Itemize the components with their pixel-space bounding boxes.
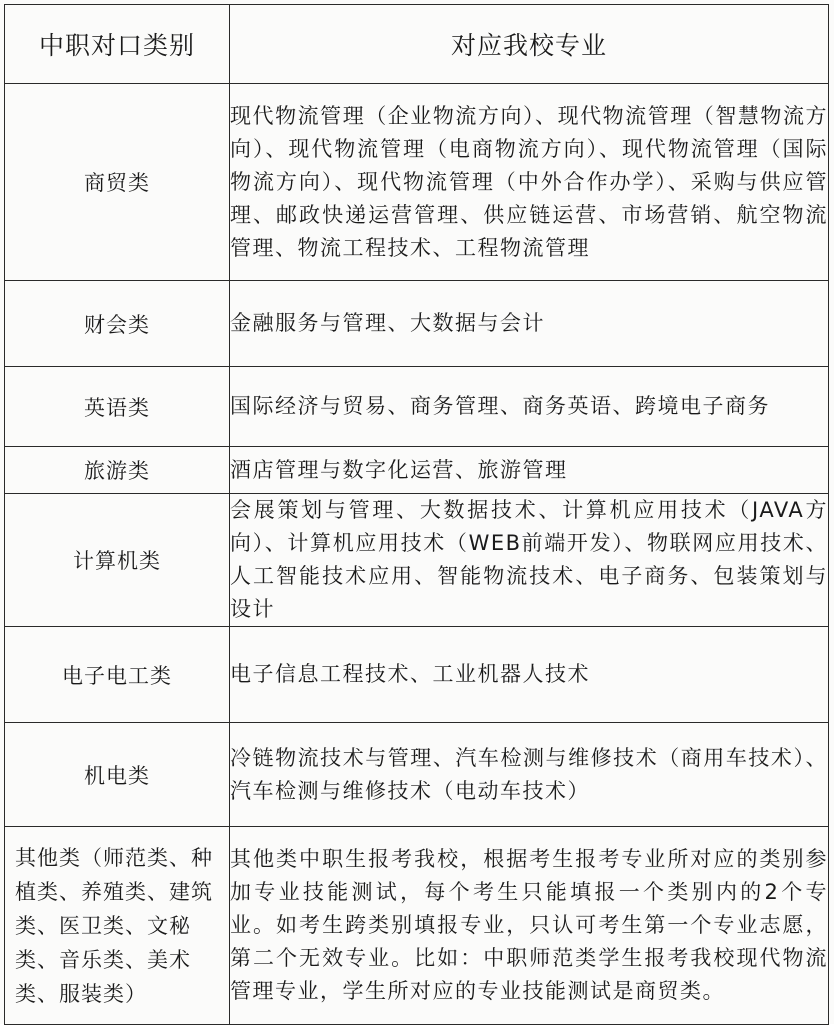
table-header-row — [5, 5, 829, 84]
table-row — [5, 84, 829, 281]
category-cell: 英语类 — [5, 367, 230, 447]
header-category: 中职对口类别 — [5, 5, 230, 84]
majors-cell: 金融服务与管理、大数据与会计 — [230, 281, 829, 367]
category-major-table — [4, 4, 829, 1025]
table-row — [5, 827, 829, 1025]
majors-cell: 会展策划与管理、大数据技术、计算机应用技术（JAVA方向）、计算机应用技术（WEB前端开发）、物联网应用技术、人工智能技术应用、智能物流技术、电子商务、包装策划与设计 — [230, 494, 829, 627]
table-row — [5, 447, 829, 494]
majors-cell-note: 其他类中职生报考我校，根据考生报考专业所对应的类别参加专业技能测试，每个考生只能填报一个类别内的2个专业。如考生跨类别填报专业，只认可考生第一个专业志愿，第二个无效专业。比如：中职师范类学生报考我校现代物流管理专业，学生所对应的专业技能测试是商贸类。 — [230, 827, 829, 1025]
header-majors: 对应我校专业 — [230, 5, 829, 84]
majors-cell: 国际经济与贸易、商务管理、商务英语、跨境电子商务 — [230, 367, 829, 447]
table-row — [5, 723, 829, 827]
table-row — [5, 367, 829, 447]
majors-cell: 冷链物流技术与管理、汽车检测与维修技术（商用车技术）、汽车检测与维修技术（电动车技术） — [230, 723, 829, 827]
category-cell: 旅游类 — [5, 447, 230, 494]
category-cell: 电子电工类 — [5, 627, 230, 723]
majors-cell: 酒店管理与数字化运营、旅游管理 — [230, 447, 829, 494]
table-row — [5, 627, 829, 723]
table-row — [5, 281, 829, 367]
category-cell: 计算机类 — [5, 494, 230, 627]
majors-cell: 电子信息工程技术、工业机器人技术 — [230, 627, 829, 723]
category-cell-other: 其他类（师范类、种植类、养殖类、建筑类、医卫类、文秘类、音乐类、美术类、服装类） — [5, 827, 230, 1025]
category-cell: 商贸类 — [5, 84, 230, 281]
majors-cell: 现代物流管理（企业物流方向）、现代物流管理（智慧物流方向）、现代物流管理（电商物流方向）、现代物流管理（国际物流方向）、现代物流管理（中外合作办学）、采购与供应管理、邮政快递运营管理、供应链运营、市场营销、航空物流管理、物流工程技术、工程物流管理 — [230, 84, 829, 281]
table-row — [5, 494, 829, 627]
category-cell: 财会类 — [5, 281, 230, 367]
category-cell: 机电类 — [5, 723, 230, 827]
